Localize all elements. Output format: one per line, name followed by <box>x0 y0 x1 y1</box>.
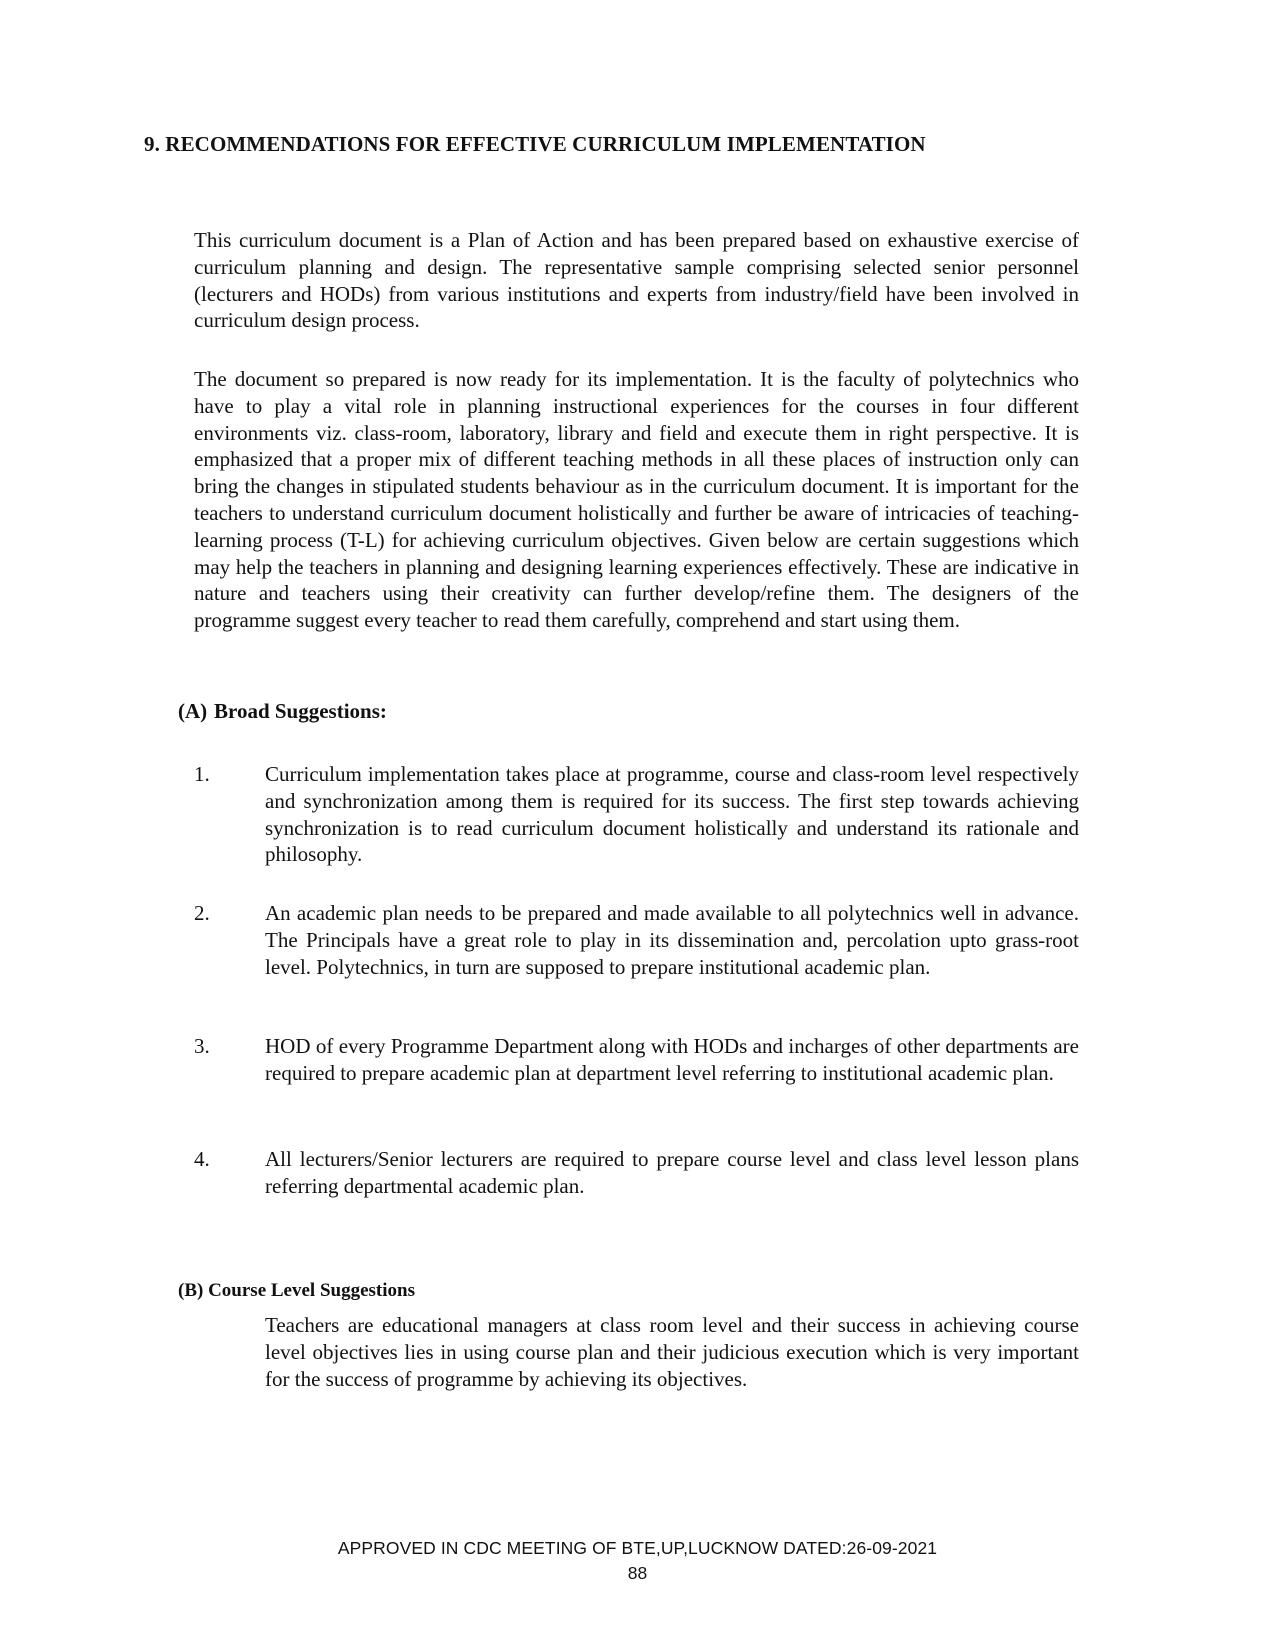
section-b-heading <box>178 1280 415 1302</box>
section-b-title: Course Level Suggestions <box>208 1280 415 1301</box>
list-item-number: 1. <box>194 762 210 786</box>
section-a-marker: (A) <box>178 699 208 723</box>
list-item-text: Curriculum implementation takes place at programme, course and class-room level respectively and synchronization among them is required for its success. The first step towards achieving synchronization is to read curriculum document holistically and understand its rationale and philosophy. <box>265 762 1079 867</box>
list-item-number: 3. <box>194 1034 210 1058</box>
section-a-heading <box>178 699 387 724</box>
intro-paragraph-1: This curriculum document is a Plan of Action and has been prepared based on exhaustive exercise of curriculum planning and design. The representative sample comprising selected senior personnel (lecturers and HODs) from various institutions and experts from industry/field have been involved in curriculum design process. <box>194 228 1079 333</box>
list-item-text: HOD of every Programme Department along with HODs and incharges of other departments are required to prepare academic plan at department level referring to institutional academic plan. <box>265 1034 1079 1085</box>
list-item-text: All lecturers/Senior lecturers are required to prepare course level and class level lesson plans referring departmental academic plan. <box>265 1147 1079 1198</box>
list-item-number: 4. <box>194 1147 210 1171</box>
section-b-paragraph: Teachers are educational managers at class room level and their success in achieving course level objectives lies in using course plan and their judicious execution which is very important for the success of programme by achieving its objectives. <box>265 1313 1079 1391</box>
list-item-text: An academic plan needs to be prepared and made available to all polytechnics well in advance. The Principals have a great role to play in its dissemination and, percolation upto grass-root level. Polytechnics, in turn are supposed to prepare institutional academic plan. <box>265 901 1079 979</box>
page-title: 9. RECOMMENDATIONS FOR EFFECTIVE CURRICULUM IMPLEMENTATION <box>144 132 926 156</box>
page-number: 88 <box>627 1563 648 1583</box>
footer-approval-note: APPROVED IN CDC MEETING OF BTE,UP,LUCKNOW DATED:26-09-2021 <box>337 1538 938 1558</box>
section-a-title: Broad Suggestions: <box>214 699 387 723</box>
intro-paragraph-2: The document so prepared is now ready for its implementation. It is the faculty of polytechnics who have to play a vital role in planning instructional experiences for the courses in four different environments viz. class-room, laboratory, library and field and execute them in right perspective. It is emphasized that a proper mix of different teaching methods in all these places of instruction only can bring the changes in stipulated students behaviour as in the curriculum document. It is important for the teachers to understand curriculum document holistically and further be aware of intricacies of teaching-learning process (T-L) for achieving curriculum objectives. Given below are certain suggestions which may help the teachers in planning and designing learning experiences effectively. These are indicative in nature and teachers using their creativity can further develop/refine them. The designers of the programme suggest every teacher to read them carefully, comprehend and start using them. <box>194 367 1079 633</box>
section-b-marker: (B) <box>178 1280 204 1301</box>
list-item-number: 2. <box>194 901 210 925</box>
